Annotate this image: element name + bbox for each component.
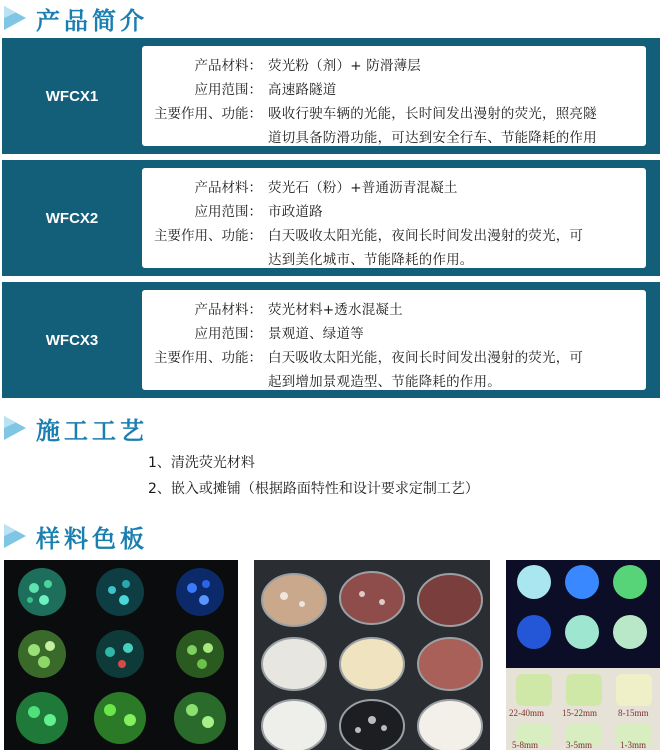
function-label: 主要作用、功能：	[154, 228, 262, 244]
product-details	[142, 290, 646, 390]
product-details	[142, 46, 646, 146]
process-step: 1、清洗荧光材料	[148, 455, 255, 471]
scope-value: 市政道路	[268, 204, 323, 220]
sample-photo-glowing	[4, 560, 238, 750]
function-value-line1: 白天吸收太阳光能，夜间长时间发出漫射的荧光，可	[268, 350, 584, 366]
material-label: 产品材料：	[194, 58, 262, 74]
scope-value: 景观道、绿道等	[268, 326, 364, 342]
scope-label: 应用范围：	[194, 326, 262, 342]
triangle-arrow-icon	[2, 521, 30, 551]
size-label: 5-8mm	[512, 740, 538, 750]
size-label: 22-40mm	[509, 708, 544, 718]
sample-photo-sizes	[506, 560, 660, 750]
size-label: 8-15mm	[618, 708, 649, 718]
material-value: 荧光石（粉）+普通沥青混凝土	[268, 180, 458, 196]
material-label: 产品材料：	[194, 302, 262, 318]
scope-label: 应用范围：	[194, 204, 262, 220]
product-block-wfcx2	[2, 160, 660, 276]
section-header-intro	[0, 0, 148, 36]
scope-value: 高速路隧道	[268, 82, 337, 98]
function-label: 主要作用、功能：	[154, 350, 262, 366]
scope-label: 应用范围：	[194, 82, 262, 98]
product-code: WFCX2	[45, 209, 99, 227]
section-header-samples	[0, 518, 148, 554]
product-code: WFCX1	[45, 87, 99, 105]
sample-photo-daylight	[254, 560, 490, 750]
product-details	[142, 168, 646, 268]
triangle-arrow-icon	[2, 413, 30, 443]
triangle-arrow-icon	[2, 3, 30, 33]
section-header-process	[0, 410, 148, 446]
function-value-line2: 道切具备防滑功能，可达到安全行车、节能降耗的作用	[268, 130, 597, 146]
product-block-wfcx3	[2, 282, 660, 398]
product-block-wfcx1	[2, 38, 660, 154]
process-step: 2、嵌入或摊铺（根据路面特性和设计要求定制工艺）	[148, 481, 479, 497]
function-value-line2: 起到增加景观造型、节能降耗的作用。	[268, 374, 501, 390]
material-value: 荧光材料+透水混凝土	[268, 302, 403, 318]
material-value: 荧光粉（剂）+ 防滑薄层	[268, 58, 422, 74]
size-label: 15-22mm	[562, 708, 597, 718]
section-title: 施工工艺	[36, 416, 148, 445]
process-steps	[148, 450, 479, 502]
section-title: 样料色板	[36, 524, 148, 553]
size-label: 1-3mm	[620, 740, 646, 750]
product-code: WFCX3	[45, 331, 99, 349]
section-title: 产品简介	[36, 6, 148, 35]
function-value-line1: 吸收行驶车辆的光能，长时间发出漫射的荧光，照亮隧	[268, 106, 597, 122]
function-label: 主要作用、功能：	[154, 106, 262, 122]
function-value-line2: 达到美化城市、节能降耗的作用。	[268, 252, 474, 268]
function-value-line1: 白天吸收太阳光能，夜间长时间发出漫射的荧光，可	[268, 228, 584, 244]
size-label: 3-5mm	[566, 740, 592, 750]
material-label: 产品材料：	[194, 180, 262, 196]
